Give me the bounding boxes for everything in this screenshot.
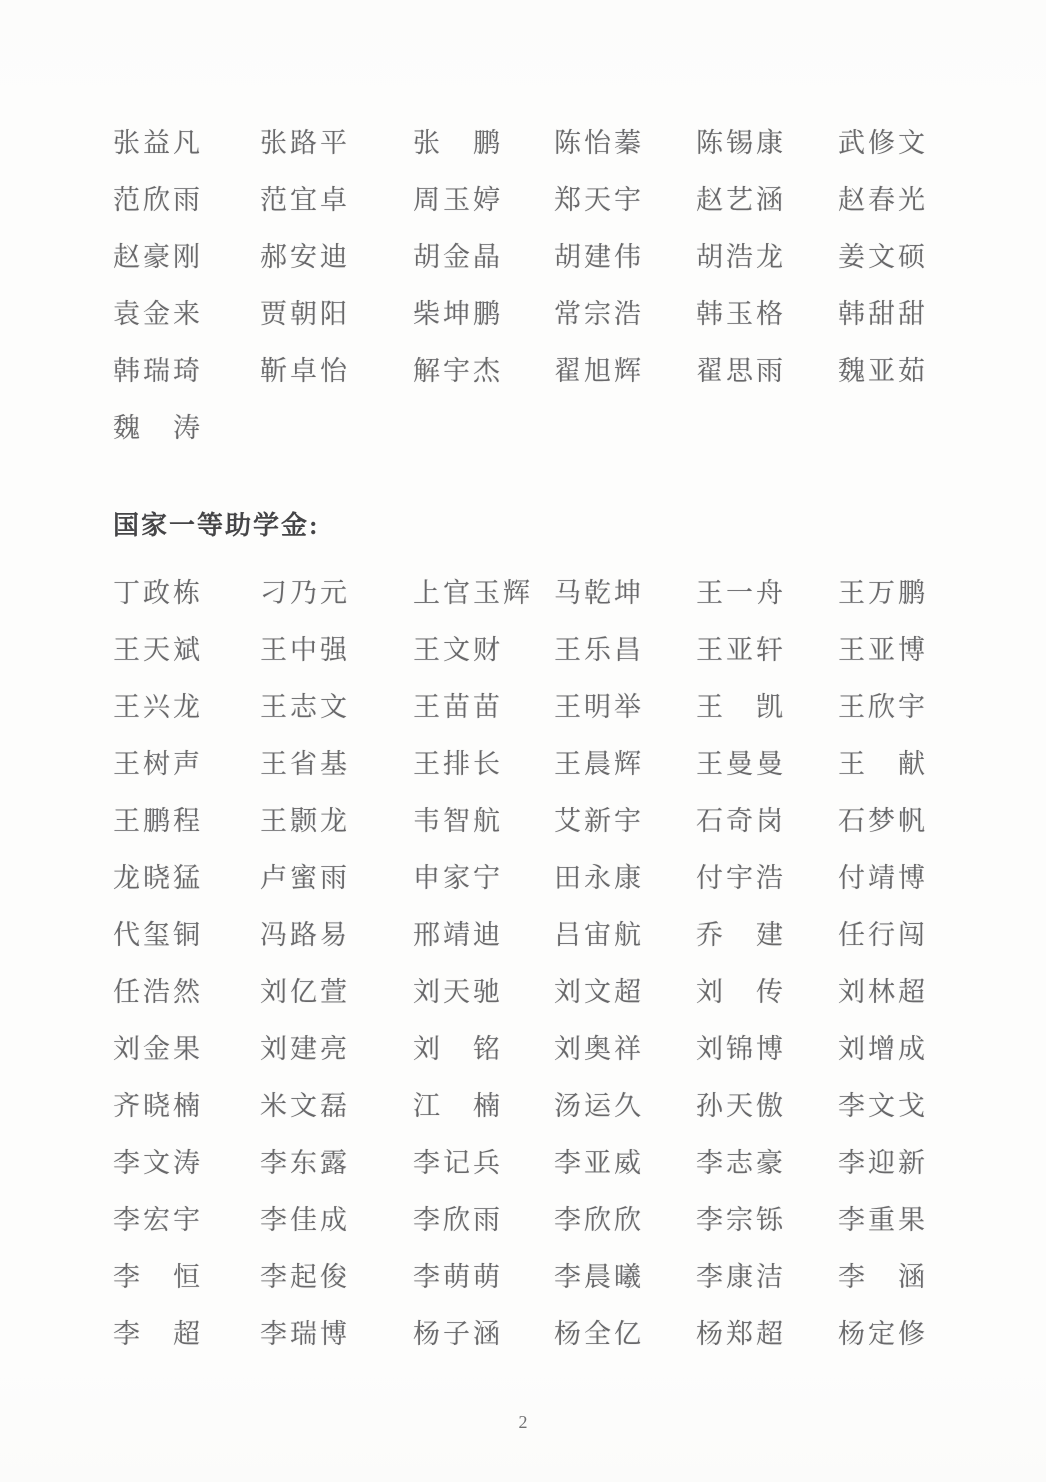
name-row [113, 226, 959, 283]
student-name: 齐晓楠 [113, 1091, 203, 1121]
student-name: 刘 铭 [413, 1034, 503, 1064]
student-name: 李宗铄 [696, 1205, 786, 1235]
student-name: 王亚博 [838, 635, 928, 665]
student-name: 靳卓怡 [260, 356, 350, 386]
student-name: 郑天宇 [554, 185, 644, 215]
student-name: 郝安迪 [260, 242, 350, 272]
name-row [113, 1075, 959, 1132]
student-name: 刘 传 [696, 977, 786, 1007]
student-name: 王 凯 [696, 692, 786, 722]
student-name: 石梦帆 [838, 806, 928, 836]
student-name: 乔 建 [696, 920, 786, 950]
student-name: 翟旭辉 [554, 356, 644, 386]
name-row [113, 961, 959, 1018]
student-name: 田永康 [554, 863, 644, 893]
student-name: 王树声 [113, 749, 203, 779]
student-name: 李欣雨 [413, 1205, 503, 1235]
student-name: 李康洁 [696, 1262, 786, 1292]
name-row [113, 733, 959, 790]
student-name: 李宏宇 [113, 1205, 203, 1235]
student-name: 胡金晶 [413, 242, 503, 272]
student-name: 李 涵 [838, 1262, 928, 1292]
student-name: 吕宙航 [554, 920, 644, 950]
student-name: 付靖博 [838, 863, 928, 893]
student-name: 解宇杰 [413, 356, 503, 386]
name-row [113, 619, 959, 676]
student-name: 王省基 [260, 749, 350, 779]
student-name: 马乾坤 [554, 578, 644, 608]
student-name: 江 楠 [413, 1091, 503, 1121]
student-name: 柴坤鹏 [413, 299, 503, 329]
student-name: 李欣欣 [554, 1205, 644, 1235]
student-name: 石奇岗 [696, 806, 786, 836]
student-name: 李瑞博 [260, 1319, 350, 1349]
student-name: 王乐昌 [554, 635, 644, 665]
student-name: 李迎新 [838, 1148, 928, 1178]
student-name: 刘建亮 [260, 1034, 350, 1064]
student-name: 张路平 [260, 128, 350, 158]
student-name: 贾朝阳 [260, 299, 350, 329]
student-name: 王兴龙 [113, 692, 203, 722]
student-name: 李 超 [113, 1319, 203, 1349]
student-name: 陈怡蓁 [554, 128, 644, 158]
student-name: 王明举 [554, 692, 644, 722]
student-name: 王颢龙 [260, 806, 350, 836]
name-row [113, 847, 959, 904]
student-name: 丁政栋 [113, 578, 203, 608]
student-name: 王排长 [413, 749, 503, 779]
student-name: 李记兵 [413, 1148, 503, 1178]
student-name: 申家宁 [413, 863, 503, 893]
student-name: 翟思雨 [696, 356, 786, 386]
student-name: 代玺铜 [113, 920, 203, 950]
first-class-grant-name-list [113, 562, 959, 1360]
student-name: 王鹏程 [113, 806, 203, 836]
student-name: 李晨曦 [554, 1262, 644, 1292]
student-name: 赵春光 [838, 185, 928, 215]
student-name: 王万鹏 [838, 578, 928, 608]
name-row [113, 1189, 959, 1246]
scholarship-name-list-continued [113, 112, 959, 454]
student-name: 王文财 [413, 635, 503, 665]
student-name: 王天斌 [113, 635, 203, 665]
student-name: 王欣宇 [838, 692, 928, 722]
student-name: 刘亿萱 [260, 977, 350, 1007]
student-name: 冯路易 [260, 920, 350, 950]
student-name: 武修文 [838, 128, 928, 158]
student-name: 米文磊 [260, 1091, 350, 1121]
student-name: 张益凡 [113, 128, 203, 158]
student-name: 范欣雨 [113, 185, 203, 215]
student-name: 付宇浩 [696, 863, 786, 893]
student-name: 魏 涛 [113, 413, 203, 443]
student-name: 王 献 [838, 749, 928, 779]
student-name: 刘林超 [838, 977, 928, 1007]
section-heading-national-first-class-grant: 国家一等助学金: [113, 511, 320, 540]
student-name: 任浩然 [113, 977, 203, 1007]
student-name: 艾新宇 [554, 806, 644, 836]
page-number: 2 [518, 1412, 528, 1432]
student-name: 王曼曼 [696, 749, 786, 779]
student-name: 李 恒 [113, 1262, 203, 1292]
student-name: 刘天驰 [413, 977, 503, 1007]
student-name: 魏亚茹 [838, 356, 928, 386]
student-name: 李东露 [260, 1148, 350, 1178]
name-row [113, 1132, 959, 1189]
student-name: 卢蜜雨 [260, 863, 350, 893]
student-name: 李志豪 [696, 1148, 786, 1178]
student-name: 刘金果 [113, 1034, 203, 1064]
student-name: 韩玉格 [696, 299, 786, 329]
student-name: 李起俊 [260, 1262, 350, 1292]
student-name: 杨定修 [838, 1319, 928, 1349]
student-name: 刘增成 [838, 1034, 928, 1064]
student-name: 汤运久 [554, 1091, 644, 1121]
student-name: 周玉婷 [413, 185, 503, 215]
name-row [113, 397, 959, 454]
student-name: 刘文超 [554, 977, 644, 1007]
student-name: 张 鹏 [413, 128, 503, 158]
student-name: 胡建伟 [554, 242, 644, 272]
student-name: 刁乃元 [260, 578, 350, 608]
student-name: 孙天傲 [696, 1091, 786, 1121]
name-row [113, 676, 959, 733]
student-name: 王中强 [260, 635, 350, 665]
name-row [113, 112, 959, 169]
student-name: 李佳成 [260, 1205, 350, 1235]
student-name: 邢靖迪 [413, 920, 503, 950]
student-name: 赵艺涵 [696, 185, 786, 215]
name-row [113, 1018, 959, 1075]
name-row [113, 904, 959, 961]
student-name: 王一舟 [696, 578, 786, 608]
student-name: 上官玉辉 [413, 578, 533, 608]
student-name: 任行闯 [838, 920, 928, 950]
student-name: 王苗苗 [413, 692, 503, 722]
student-name: 李重果 [838, 1205, 928, 1235]
name-row [113, 1246, 959, 1303]
student-name: 韩瑞琦 [113, 356, 203, 386]
name-row [113, 790, 959, 847]
student-name: 韩甜甜 [838, 299, 928, 329]
student-name: 赵豪刚 [113, 242, 203, 272]
student-name: 刘锦博 [696, 1034, 786, 1064]
name-row [113, 169, 959, 226]
student-name: 李亚威 [554, 1148, 644, 1178]
student-name: 李文戈 [838, 1091, 928, 1121]
student-name: 胡浩龙 [696, 242, 786, 272]
student-name: 袁金来 [113, 299, 203, 329]
student-name: 王晨辉 [554, 749, 644, 779]
student-name: 杨郑超 [696, 1319, 786, 1349]
student-name: 姜文硕 [838, 242, 928, 272]
student-name: 杨全亿 [554, 1319, 644, 1349]
name-row [113, 283, 959, 340]
student-name: 刘奥祥 [554, 1034, 644, 1064]
student-name: 王亚轩 [696, 635, 786, 665]
student-name: 杨子涵 [413, 1319, 503, 1349]
student-name: 李萌萌 [413, 1262, 503, 1292]
name-row [113, 340, 959, 397]
name-row [113, 1303, 959, 1360]
student-name: 陈锡康 [696, 128, 786, 158]
student-name: 李文涛 [113, 1148, 203, 1178]
name-row [113, 562, 959, 619]
student-name: 龙晓猛 [113, 863, 203, 893]
student-name: 韦智航 [413, 806, 503, 836]
student-name: 常宗浩 [554, 299, 644, 329]
student-name: 范宜卓 [260, 185, 350, 215]
student-name: 王志文 [260, 692, 350, 722]
